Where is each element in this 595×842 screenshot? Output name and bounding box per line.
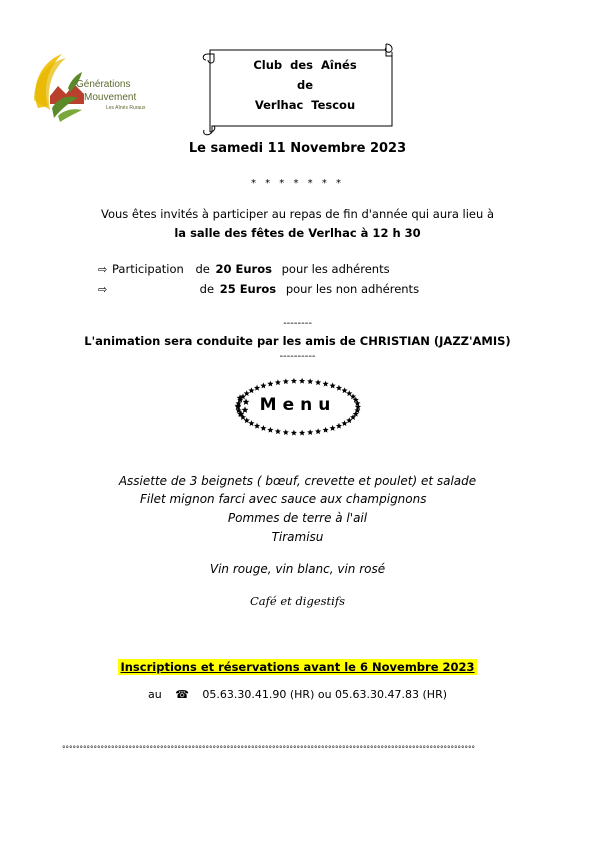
ring-star [346,417,352,423]
venue-time: la salle des fêtes de Verlhac à 12 h 30 [174,226,421,240]
logo-line-1: Générations [76,79,131,90]
arrow-right-icon: ⇨ [98,263,108,276]
contact-line [0,688,595,701]
ring-star [267,427,273,433]
participation-prefix: de [199,282,215,296]
ring-star [275,428,281,434]
ring-star [307,378,313,384]
participation-label: Participation [112,262,184,276]
participation-amount: 25 Euros [219,282,277,296]
ring-star [291,378,297,384]
banner-line-3: Verlhac Tescou [254,98,356,112]
participation-prefix: de [195,262,210,276]
dish-dessert: Tiramisu [271,530,324,544]
inscriptions-deadline: Inscriptions et réservations avant le 6 Novembre 2023 [120,660,475,674]
ring-star [315,428,321,434]
ring-star [342,420,348,426]
footer-dotted-line: °°°°°°°°°°°°°°°°°°°°°°°°°°°°°°°°°°°°°°°°°°°°°°°°°°°°°°°°°°°°°°°°°°°°°°°°°°°°°°°°°°°°°°°°°°°°°°°°°°°°°°°°°°°°°°°°°°°°°° [62,745,475,753]
animation-note: L'animation sera conduite par les amis de CHRISTIAN (JAZZ'AMIS) [84,334,511,348]
participation-members [98,262,390,276]
participation-suffix: pour les non adhérents [285,282,420,296]
ring-star [267,381,273,387]
participation-non-members [98,282,419,296]
ring-star [260,383,266,389]
contact-prefix: au [147,688,162,701]
ring-star [291,430,297,436]
contact-numbers: 05.63.30.41.90 (HR) ou 05.63.30.47.83 (HR) [202,688,448,701]
dish-side: Pommes de terre à l'ail [227,511,368,525]
ring-star [283,378,289,384]
menu-title: Menu [259,395,337,415]
ring-star [254,423,260,429]
ring-star [315,379,321,385]
ring-star [342,387,348,393]
logo-line-3: Les Aînés Ruraux [106,105,146,111]
phone-icon: ☎ [175,688,189,701]
ring-star [260,425,266,431]
banner-line-2: de [296,78,314,92]
ring-star [330,425,336,431]
logo-line-2: Mouvement [84,92,137,103]
wines: Vin rouge, vin blanc, vin rosé [209,562,386,576]
dash-separator-top: -------- [283,318,312,329]
ring-star [307,429,313,435]
ring-star [299,378,305,384]
ring-star [336,423,342,429]
ring-star [323,427,329,433]
participation-amount: 20 Euros [215,262,272,276]
dish-main: Filet mignon farci avec sauce aux champignons [140,492,427,506]
invitation-text: Vous êtes invités à participer au repas de fin d'année qui aura lieu à [100,207,495,221]
ring-star [299,430,305,436]
inscriptions-block [0,656,595,675]
dash-separator-bottom: ---------- [279,351,316,362]
coffee-digestifs: Café et digestifs [249,594,346,608]
ring-star [336,385,342,391]
ring-star [248,420,254,426]
ring-star [323,381,329,387]
stars-separator: * * * * * * * [250,178,345,189]
dish-starter: Assiette de 3 beignets ( bœuf, crevette et poulet) et salade [118,474,477,488]
ring-star [248,387,254,393]
participation-suffix: pour les adhérents [281,262,390,276]
ring-star [275,379,281,385]
banner-line-1: Club des Aînés [253,58,357,72]
event-date: Le samedi 11 Novembre 2023 [188,141,407,156]
ring-star [244,417,250,423]
ring-star [254,385,260,391]
arrow-right-icon: ⇨ [98,283,108,296]
ring-star [283,429,289,435]
ring-star [330,383,336,389]
